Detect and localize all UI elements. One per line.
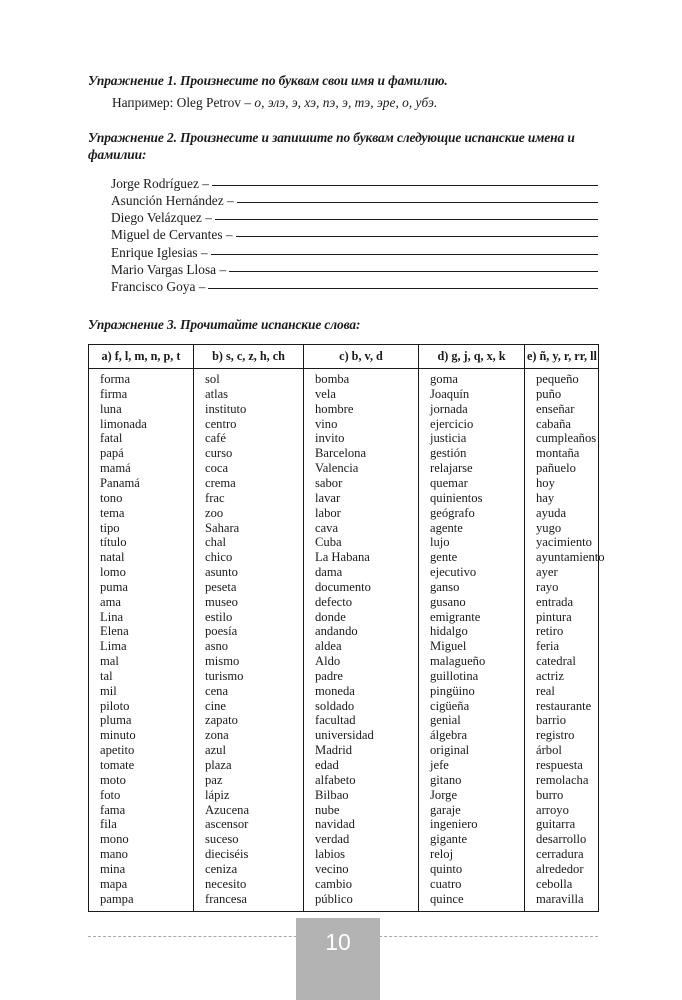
word-item: cambio xyxy=(315,876,353,891)
word-item: pluma xyxy=(100,713,132,728)
word-item: reloj xyxy=(430,847,454,862)
word-item: Miguel xyxy=(430,639,467,654)
word-item: zona xyxy=(205,728,229,743)
word-item: genial xyxy=(430,713,461,728)
word-item: lujo xyxy=(430,535,450,550)
word-cell-a xyxy=(89,369,194,912)
word-item: quinto xyxy=(430,861,463,876)
word-item: café xyxy=(205,431,226,446)
word-cell-c xyxy=(304,369,419,912)
word-item: geógrafo xyxy=(430,505,475,520)
word-item: minuto xyxy=(100,728,136,743)
word-item: mismo xyxy=(205,654,240,669)
word-item: chico xyxy=(205,550,233,565)
word-item: mono xyxy=(100,832,129,847)
word-item: pingüino xyxy=(430,683,475,698)
word-item: forma xyxy=(100,372,131,387)
word-item: yacimiento xyxy=(536,535,592,550)
word-item: tema xyxy=(100,505,125,520)
word-item: gente xyxy=(430,550,458,565)
word-list-a xyxy=(89,372,193,906)
word-item: paz xyxy=(205,772,223,787)
word-item: moneda xyxy=(315,683,355,698)
word-item: mapa xyxy=(100,876,128,891)
exercise-2-block xyxy=(88,129,598,296)
word-item: fila xyxy=(100,817,117,832)
word-item: Barcelona xyxy=(315,446,367,461)
word-item: museo xyxy=(205,594,238,609)
word-item: Valencia xyxy=(315,461,359,476)
word-item: vino xyxy=(315,416,338,431)
word-item: ayer xyxy=(536,565,558,580)
word-item: crema xyxy=(205,475,236,490)
name-label: Asunción Hernández – xyxy=(111,192,234,208)
word-item: Jorge xyxy=(430,787,458,802)
word-item: guillotina xyxy=(430,668,479,683)
word-item: maravilla xyxy=(536,891,584,906)
word-item: burro xyxy=(536,787,564,802)
word-item: árbol xyxy=(536,743,562,758)
word-item: dama xyxy=(315,565,343,580)
word-item: ganso xyxy=(430,579,460,594)
word-item: ingeniero xyxy=(430,817,478,832)
word-item: vecino xyxy=(315,861,349,876)
word-item: pampa xyxy=(100,891,134,906)
word-item: cuatro xyxy=(430,876,462,891)
name-label: Diego Velázquez – xyxy=(111,210,212,226)
word-item: cena xyxy=(205,683,229,698)
word-item: tono xyxy=(100,490,123,505)
word-item: padre xyxy=(315,668,343,683)
word-item: andando xyxy=(315,624,358,639)
word-cell-b xyxy=(194,369,304,912)
word-item: ceniza xyxy=(205,861,238,876)
word-item: soldado xyxy=(315,698,355,713)
word-item: feria xyxy=(536,639,560,654)
name-answer-line[interactable] xyxy=(212,185,598,186)
word-item: Lina xyxy=(100,609,124,624)
word-item: asunto xyxy=(205,565,238,580)
column-header-b: b) s, c, z, h, ch xyxy=(194,345,304,369)
word-item: Elena xyxy=(100,624,129,639)
word-item: restaurante xyxy=(536,698,592,713)
name-label: Francisco Goya – xyxy=(111,279,206,295)
word-item: zapato xyxy=(205,713,238,728)
word-item: agente xyxy=(430,520,463,535)
word-item: gestión xyxy=(430,446,467,461)
word-item: necesito xyxy=(205,876,247,891)
word-item: estilo xyxy=(205,609,233,624)
word-item: curso xyxy=(205,446,233,461)
name-answer-line[interactable] xyxy=(215,219,598,220)
word-item: quince xyxy=(430,891,464,906)
exercise-1-example xyxy=(88,94,598,111)
word-item: jefe xyxy=(430,758,449,773)
word-item: ascensor xyxy=(205,817,249,832)
word-item: desarrollo xyxy=(536,832,587,847)
page-number: 10 xyxy=(296,918,380,1000)
word-item: atlas xyxy=(205,386,229,401)
word-item: cerradura xyxy=(536,847,584,862)
word-item: centro xyxy=(205,416,237,431)
word-item: dieciséis xyxy=(205,847,249,862)
word-item: cava xyxy=(315,520,339,535)
name-label: Mario Vargas Llosa – xyxy=(111,261,227,277)
word-item: actriz xyxy=(536,668,564,683)
word-item: retiro xyxy=(536,624,564,639)
word-item: arroyo xyxy=(536,802,569,817)
column-header-d: d) g, j, q, x, k xyxy=(419,345,525,369)
name-label: Enrique Iglesias – xyxy=(111,244,208,260)
word-item: relajarse xyxy=(430,461,473,476)
word-item: jornada xyxy=(430,401,468,416)
word-item: papá xyxy=(100,446,124,461)
word-item: francesa xyxy=(205,891,247,906)
word-item: natal xyxy=(100,550,125,565)
name-answer-line[interactable] xyxy=(237,202,598,203)
word-item: verdad xyxy=(315,832,350,847)
word-item: pintura xyxy=(536,609,572,624)
word-item: mamá xyxy=(100,461,131,476)
word-item: guitarra xyxy=(536,817,576,832)
word-item: labor xyxy=(315,505,341,520)
word-list-d xyxy=(419,372,524,906)
word-item: goma xyxy=(430,372,458,387)
word-item: Cuba xyxy=(315,535,342,550)
word-item: zoo xyxy=(205,505,224,520)
word-item: ama xyxy=(100,594,121,609)
word-item: Madrid xyxy=(315,743,353,758)
word-item: ejecutivo xyxy=(430,565,477,580)
name-row xyxy=(111,244,598,261)
word-item: sabor xyxy=(315,475,343,490)
column-header-c: c) b, v, d xyxy=(304,345,419,369)
exercise-3-heading: Упражнение 3. Прочитайте испанские слова: xyxy=(88,316,361,332)
name-row xyxy=(111,226,598,243)
word-item: público xyxy=(315,891,353,906)
name-row xyxy=(111,261,598,278)
word-item: moto xyxy=(100,772,126,787)
word-item: montaña xyxy=(536,446,580,461)
word-item: tal xyxy=(100,668,113,683)
word-item: asno xyxy=(205,639,229,654)
word-item: malagueño xyxy=(430,654,486,669)
exercise-1-block xyxy=(88,72,598,111)
word-item: garaje xyxy=(430,802,461,817)
name-label: Jorge Rodríguez – xyxy=(111,175,209,191)
word-item: documento xyxy=(315,579,371,594)
word-item: barrio xyxy=(536,713,567,728)
word-item: cebolla xyxy=(536,876,573,891)
name-fill-in-list xyxy=(88,175,598,296)
word-item: cumpleaños xyxy=(536,431,597,446)
word-item: Bilbao xyxy=(315,787,349,802)
word-item: puño xyxy=(536,386,562,401)
word-item: catedral xyxy=(536,654,576,669)
word-item: invito xyxy=(315,431,345,446)
word-item: apetito xyxy=(100,743,135,758)
name-row xyxy=(111,192,598,209)
word-item: remolacha xyxy=(536,772,589,787)
word-item: real xyxy=(536,683,555,698)
exercise-3-block xyxy=(88,316,605,913)
word-item: entrada xyxy=(536,594,574,609)
name-label: Miguel de Cervantes – xyxy=(111,227,233,243)
word-item: cabaña xyxy=(536,416,571,431)
word-item: pañuelo xyxy=(536,461,576,476)
name-answer-line[interactable] xyxy=(208,288,598,289)
word-list-b xyxy=(194,372,303,906)
word-item: mal xyxy=(100,654,119,669)
word-item: lomo xyxy=(100,565,126,580)
word-item: aldea xyxy=(315,639,342,654)
word-item: justicia xyxy=(430,431,467,446)
word-item: quinientos xyxy=(430,490,483,505)
word-item: tipo xyxy=(100,520,120,535)
word-item: nube xyxy=(315,802,340,817)
word-item: respuesta xyxy=(536,758,583,773)
word-item: limonada xyxy=(100,416,147,431)
word-item: firma xyxy=(100,386,128,401)
word-item: ejercicio xyxy=(430,416,474,431)
word-item: Panamá xyxy=(100,475,140,490)
word-item: chal xyxy=(205,535,226,550)
word-item: pequeño xyxy=(536,372,579,387)
word-item: ayuntamiento xyxy=(536,550,605,565)
word-item: frac xyxy=(205,490,225,505)
name-row xyxy=(111,278,598,295)
word-item: registro xyxy=(536,728,575,743)
word-item: peseta xyxy=(205,579,237,594)
word-item: sol xyxy=(205,372,220,387)
name-answer-line[interactable] xyxy=(211,254,598,255)
word-item: Aldo xyxy=(315,654,341,669)
word-item: navidad xyxy=(315,817,355,832)
word-item: quemar xyxy=(430,475,468,490)
word-item: hoy xyxy=(536,475,555,490)
spanish-words-table xyxy=(88,344,605,912)
word-item: emigrante xyxy=(430,609,481,624)
word-item: Azucena xyxy=(205,802,250,817)
word-item: mano xyxy=(100,847,128,862)
word-item: gigante xyxy=(430,832,468,847)
word-item: universidad xyxy=(315,728,374,743)
word-item: vela xyxy=(315,386,336,401)
word-item: coca xyxy=(205,461,229,476)
word-item: azul xyxy=(205,743,226,758)
name-row xyxy=(111,209,598,226)
word-item: labios xyxy=(315,847,346,862)
word-item: alrededor xyxy=(536,861,584,876)
table-header-row xyxy=(89,345,599,369)
word-item: Sahara xyxy=(205,520,240,535)
word-item: mil xyxy=(100,683,117,698)
word-item: gusano xyxy=(430,594,466,609)
word-item: hidalgo xyxy=(430,624,468,639)
exercise-1-heading: Упражнение 1. Произнесите по буквам свои имя и фамилию. xyxy=(88,73,448,88)
word-item: cine xyxy=(205,698,226,713)
word-item: alfabeto xyxy=(315,772,356,787)
word-item: piloto xyxy=(100,698,130,713)
word-item: ayuda xyxy=(536,505,567,520)
word-item: título xyxy=(100,535,127,550)
word-item: álgebra xyxy=(430,728,468,743)
word-item: puma xyxy=(100,579,128,594)
word-item: plaza xyxy=(205,758,232,773)
word-list-c xyxy=(304,372,418,906)
word-item: yugo xyxy=(536,520,562,535)
word-item: tomate xyxy=(100,758,135,773)
word-item: lavar xyxy=(315,490,341,505)
word-list-e xyxy=(525,372,605,906)
word-item: rayo xyxy=(536,579,559,594)
word-item: Joaquín xyxy=(430,386,470,401)
word-item: poesía xyxy=(205,624,238,639)
column-header-e: e) ñ, y, r, rr, ll xyxy=(525,345,599,369)
example-prefix: Например: Oleg Petrov – xyxy=(112,94,255,110)
page-content xyxy=(88,72,605,912)
word-item: lápiz xyxy=(205,787,230,802)
word-item: turismo xyxy=(205,668,244,683)
column-header-a: a) f, l, m, n, p, t xyxy=(89,345,194,369)
word-item: luna xyxy=(100,401,122,416)
word-cell-e xyxy=(525,369,605,912)
word-item: enseñar xyxy=(536,401,575,416)
name-row xyxy=(111,175,598,192)
word-item: facultad xyxy=(315,713,356,728)
word-item: gitano xyxy=(430,772,462,787)
exercise-2-heading: Упражнение 2. Произнесите и запишите по буквам следующие испанские имена и фамилии: xyxy=(88,129,575,162)
word-item: foto xyxy=(100,787,121,802)
word-item: hombre xyxy=(315,401,354,416)
table-body-row xyxy=(89,369,599,912)
word-item: fatal xyxy=(100,431,123,446)
example-italic: о, элэ, э, хэ, пэ, э, тэ, эре, о, убэ. xyxy=(254,94,438,110)
name-answer-line[interactable] xyxy=(229,271,598,272)
word-item: La Habana xyxy=(315,550,370,565)
word-item: Lima xyxy=(100,639,127,654)
word-item: mina xyxy=(100,861,126,876)
word-item: donde xyxy=(315,609,346,624)
word-item: bomba xyxy=(315,372,350,387)
word-item: hay xyxy=(536,490,555,505)
name-answer-line[interactable] xyxy=(236,236,598,237)
word-item: defecto xyxy=(315,594,353,609)
word-item: fama xyxy=(100,802,126,817)
word-item: suceso xyxy=(205,832,239,847)
word-item: original xyxy=(430,743,470,758)
word-item: instituto xyxy=(205,401,247,416)
page-footer xyxy=(0,929,682,1000)
word-cell-d xyxy=(419,369,525,912)
word-item: cigüeña xyxy=(430,698,470,713)
word-item: edad xyxy=(315,758,339,773)
